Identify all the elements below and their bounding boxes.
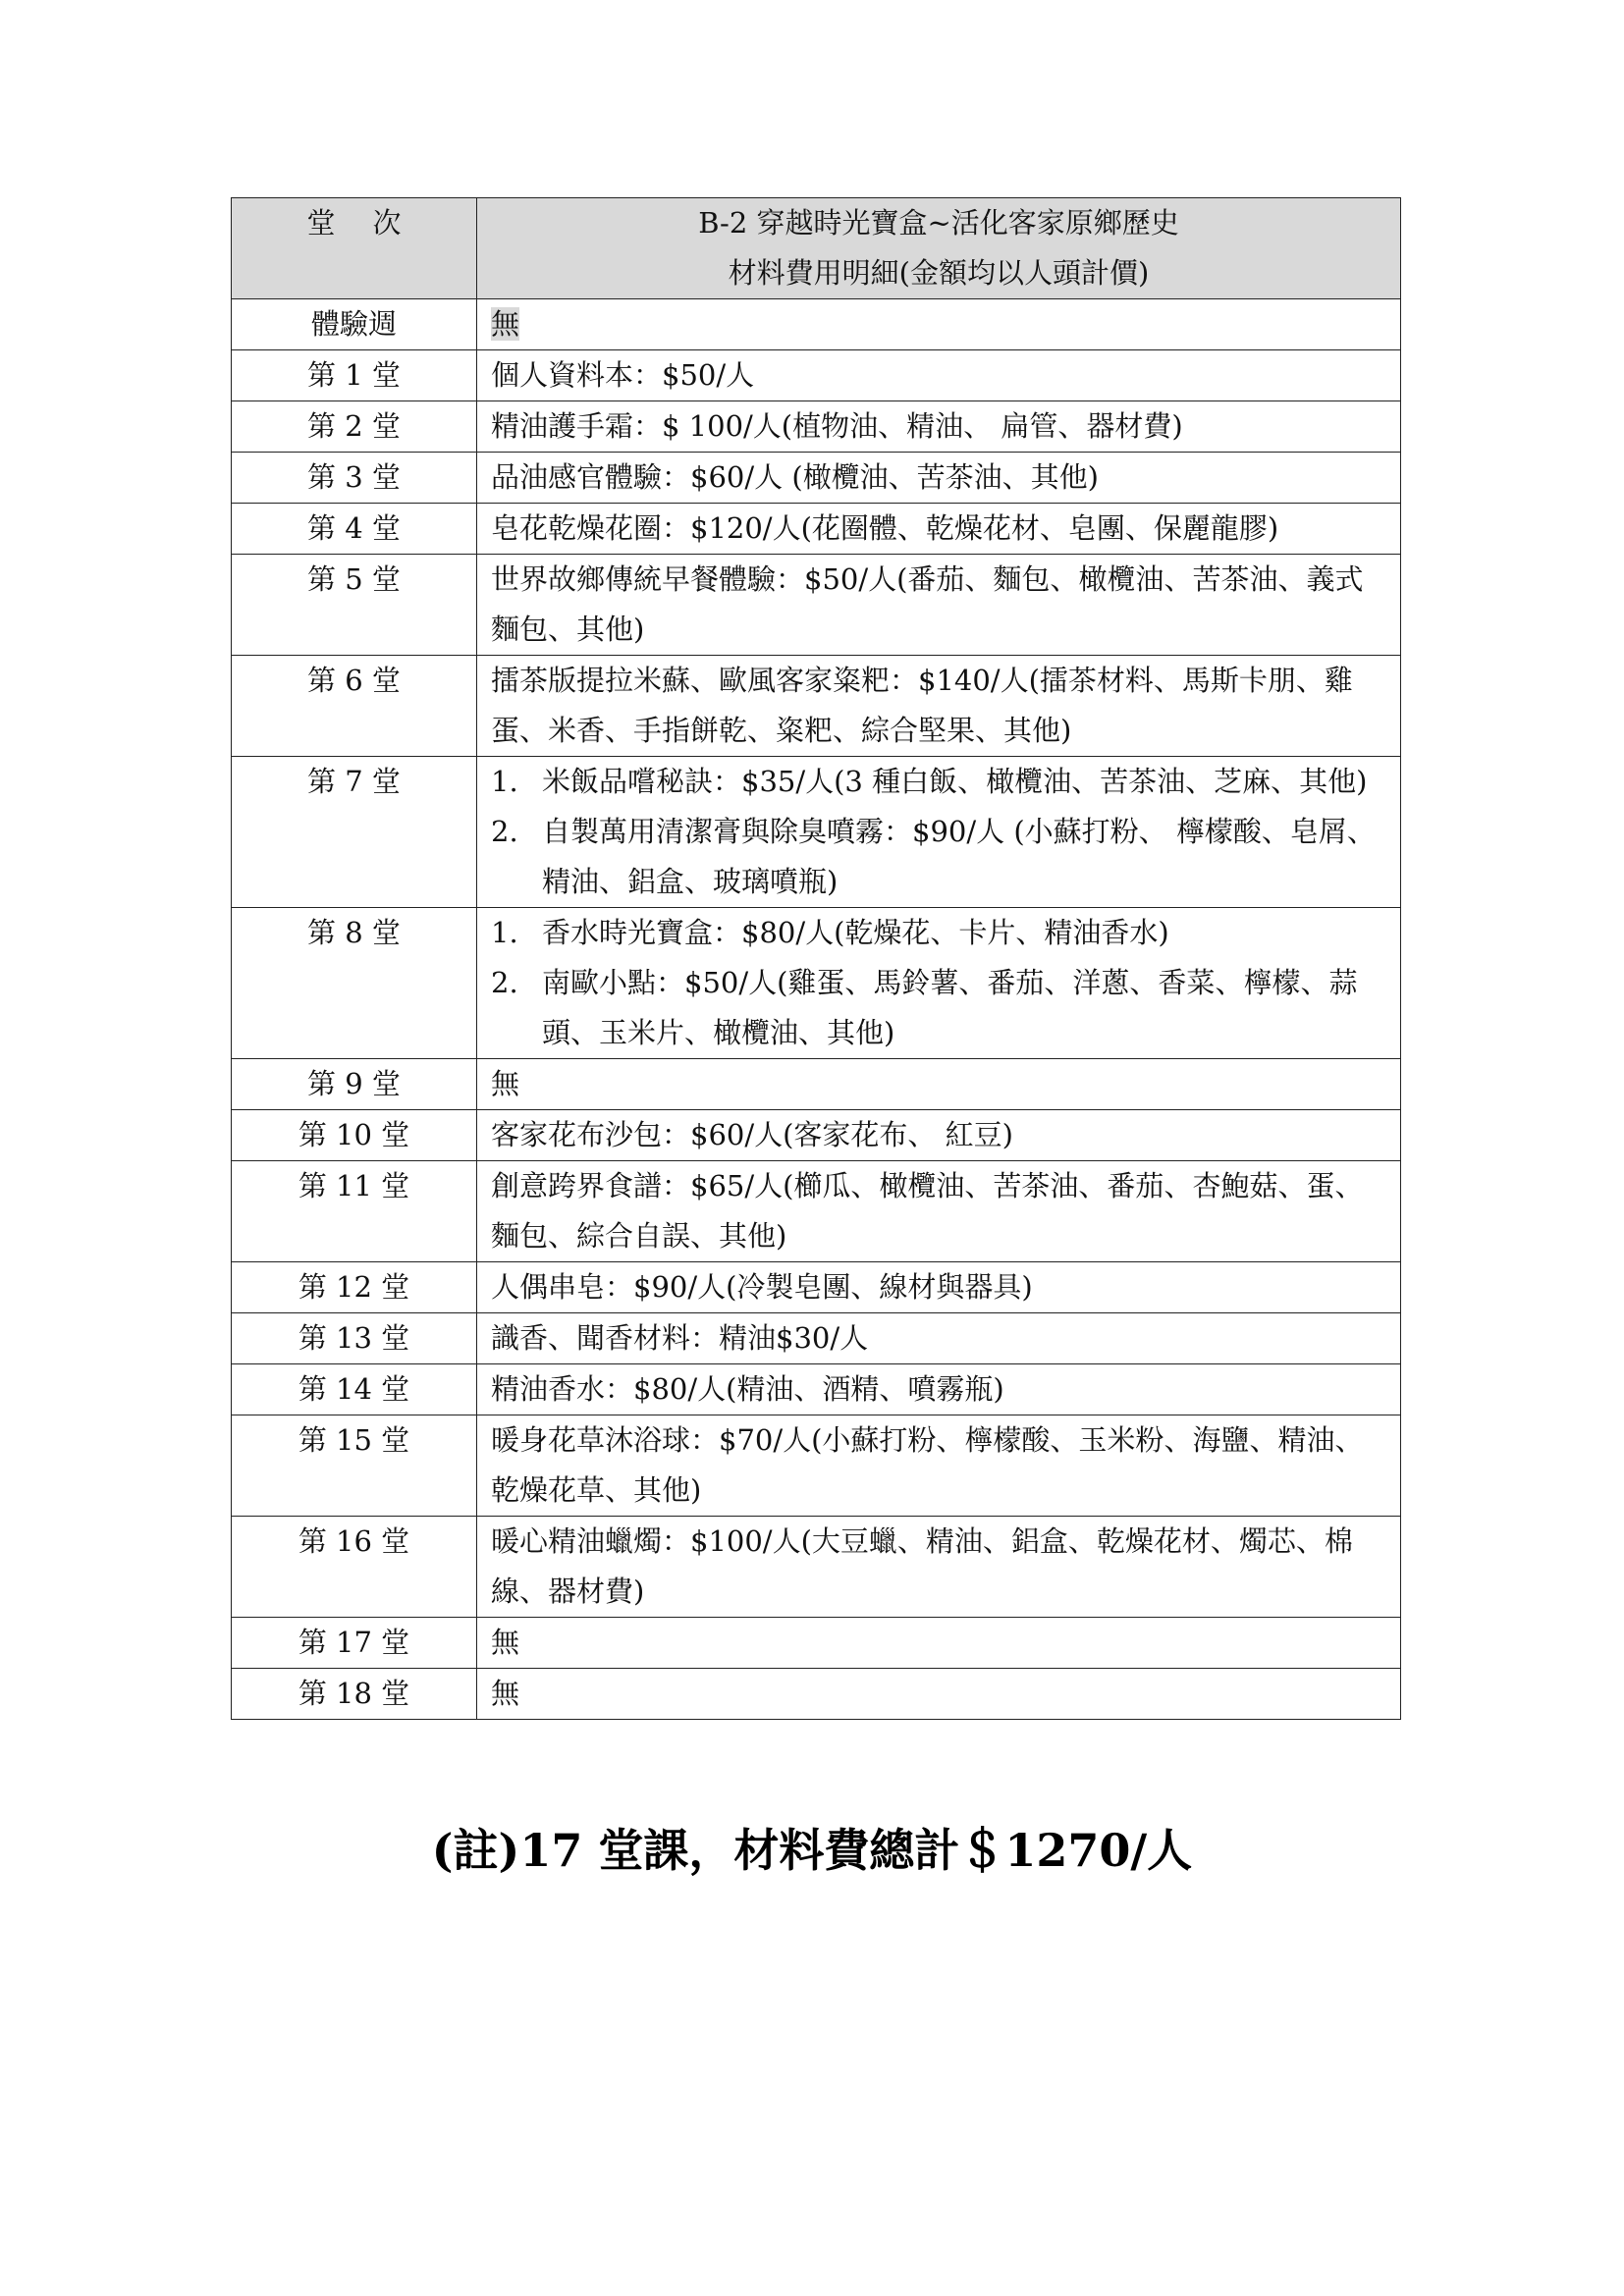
table-header-row xyxy=(232,198,1401,299)
table-body xyxy=(232,299,1401,1720)
detail-cell: 個人資料本：$50/人 xyxy=(477,350,1401,401)
numbered-list xyxy=(491,757,1386,907)
detail-cell: 無 xyxy=(477,1618,1401,1669)
table-row xyxy=(232,1313,1401,1364)
table-row xyxy=(232,1364,1401,1415)
list-item-text: 自製萬用清潔膏與除臭噴霧：$90/人 (小蘇打粉、 檸檬酸、皂屑、 精油、鋁盒、玻璃噴瓶) xyxy=(542,815,1376,898)
detail-cell: 識香、聞香材料：精油$30/人 xyxy=(477,1313,1401,1364)
lesson-cell: 第 2 堂 xyxy=(232,401,477,453)
table-row xyxy=(232,1161,1401,1262)
table-row xyxy=(232,453,1401,504)
detail-cell: 皂花乾燥花圈：$120/人(花圈體、乾燥花材、皂團、保麗龍膠) xyxy=(477,504,1401,555)
list-item-text: 香水時光寶盒：$80/人(乾燥花、卡片、精油香水) xyxy=(542,916,1169,949)
table-row xyxy=(232,1262,1401,1313)
table-row xyxy=(232,1517,1401,1618)
lesson-cell: 第 18 堂 xyxy=(232,1669,477,1720)
lesson-cell: 第 6 堂 xyxy=(232,656,477,757)
list-number: 2. xyxy=(491,966,518,999)
detail-cell: 精油香水：$80/人(精油、酒精、噴霧瓶) xyxy=(477,1364,1401,1415)
lesson-cell: 第 8 堂 xyxy=(232,908,477,1059)
list-item xyxy=(491,807,1386,907)
list-item-text: 米飯品嚐秘訣：$35/人(3 種白飯、橄欖油、苦茶油、芝麻、其他) xyxy=(542,765,1368,798)
header-title-line-1: B-2 穿越時光寶盒~活化客家原鄉歷史 xyxy=(698,206,1179,240)
table-row xyxy=(232,299,1401,350)
detail-cell: 精油護手霜：$ 100/人(植物油、精油、 扁管、器材費) xyxy=(477,401,1401,453)
detail-cell: 暖身花草沐浴球：$70/人(小蘇打粉、檸檬酸、玉米粉、海鹽、精油、乾燥花草、其他) xyxy=(477,1415,1401,1517)
list-number: 1. xyxy=(491,916,518,949)
table-row xyxy=(232,555,1401,656)
lesson-cell: 第 11 堂 xyxy=(232,1161,477,1262)
list-number: 2. xyxy=(491,815,518,848)
list-number: 1. xyxy=(491,765,518,798)
lesson-cell: 第 5 堂 xyxy=(232,555,477,656)
header-title-line-2: 材料費用明細(金額均以人頭計價) xyxy=(728,256,1150,290)
detail-cell: 無 xyxy=(477,1059,1401,1110)
detail-cell: 世界故鄉傳統早餐體驗：$50/人(番茄、麵包、橄欖油、苦茶油、義式麵包、其他) xyxy=(477,555,1401,656)
list-item xyxy=(491,908,1386,958)
material-fee-table xyxy=(231,197,1401,1720)
table-row xyxy=(232,1415,1401,1517)
detail-cell: 品油感官體驗：$60/人 (橄欖油、苦茶油、其他) xyxy=(477,453,1401,504)
table-row xyxy=(232,504,1401,555)
lesson-cell: 第 4 堂 xyxy=(232,504,477,555)
lesson-cell: 第 16 堂 xyxy=(232,1517,477,1618)
detail-text: 無 xyxy=(491,307,520,341)
detail-cell: 創意跨界食譜：$65/人(櫛瓜、橄欖油、苦茶油、番茄、杏鮑菇、蛋、麵包、綜合自誤、其他) xyxy=(477,1161,1401,1262)
lesson-cell: 第 17 堂 xyxy=(232,1618,477,1669)
lesson-cell: 第 7 堂 xyxy=(232,757,477,908)
detail-cell: 暖心精油蠟燭：$100/人(大豆蠟、精油、鋁盒、乾燥花材、燭芯、棉線、器材費) xyxy=(477,1517,1401,1618)
table-row xyxy=(232,1110,1401,1161)
lesson-cell: 體驗週 xyxy=(232,299,477,350)
detail-cell xyxy=(477,757,1401,908)
lesson-cell: 第 10 堂 xyxy=(232,1110,477,1161)
lesson-cell: 第 9 堂 xyxy=(232,1059,477,1110)
detail-cell: 客家花布沙包：$60/人(客家花布、 紅豆) xyxy=(477,1110,1401,1161)
total-fee-note: (註)17 堂課，材料費總計＄1270/人 xyxy=(431,1824,1193,1877)
table-row xyxy=(232,908,1401,1059)
lesson-cell: 第 14 堂 xyxy=(232,1364,477,1415)
list-item-text: 南歐小點：$50/人(雞蛋、馬鈴薯、番茄、洋蔥、香菜、檸檬、蒜頭、玉米片、橄欖油、其他) xyxy=(542,966,1358,1049)
table-row xyxy=(232,1618,1401,1669)
lesson-cell: 第 15 堂 xyxy=(232,1415,477,1517)
lesson-cell: 第 3 堂 xyxy=(232,453,477,504)
lesson-cell: 第 13 堂 xyxy=(232,1313,477,1364)
table-row xyxy=(232,401,1401,453)
numbered-list xyxy=(491,908,1386,1058)
list-item xyxy=(491,958,1386,1058)
table-row xyxy=(232,1059,1401,1110)
detail-cell: 無 xyxy=(477,1669,1401,1720)
header-lesson-label: 堂次 xyxy=(232,198,477,299)
table-row xyxy=(232,1669,1401,1720)
table-row xyxy=(232,350,1401,401)
list-item xyxy=(491,757,1386,807)
detail-cell: 人偶串皂：$90/人(冷製皂團、線材與器具) xyxy=(477,1262,1401,1313)
header-title xyxy=(477,198,1401,299)
lesson-cell: 第 12 堂 xyxy=(232,1262,477,1313)
detail-cell xyxy=(477,299,1401,350)
lesson-cell: 第 1 堂 xyxy=(232,350,477,401)
detail-cell: 擂茶版提拉米蘇、歐風客家粢粑：$140/人(擂茶材料、馬斯卡朋、雞蛋、米香、手指餅乾、粢粑、綜合堅果、其他) xyxy=(477,656,1401,757)
table-row xyxy=(232,757,1401,908)
detail-cell xyxy=(477,908,1401,1059)
table-row xyxy=(232,656,1401,757)
